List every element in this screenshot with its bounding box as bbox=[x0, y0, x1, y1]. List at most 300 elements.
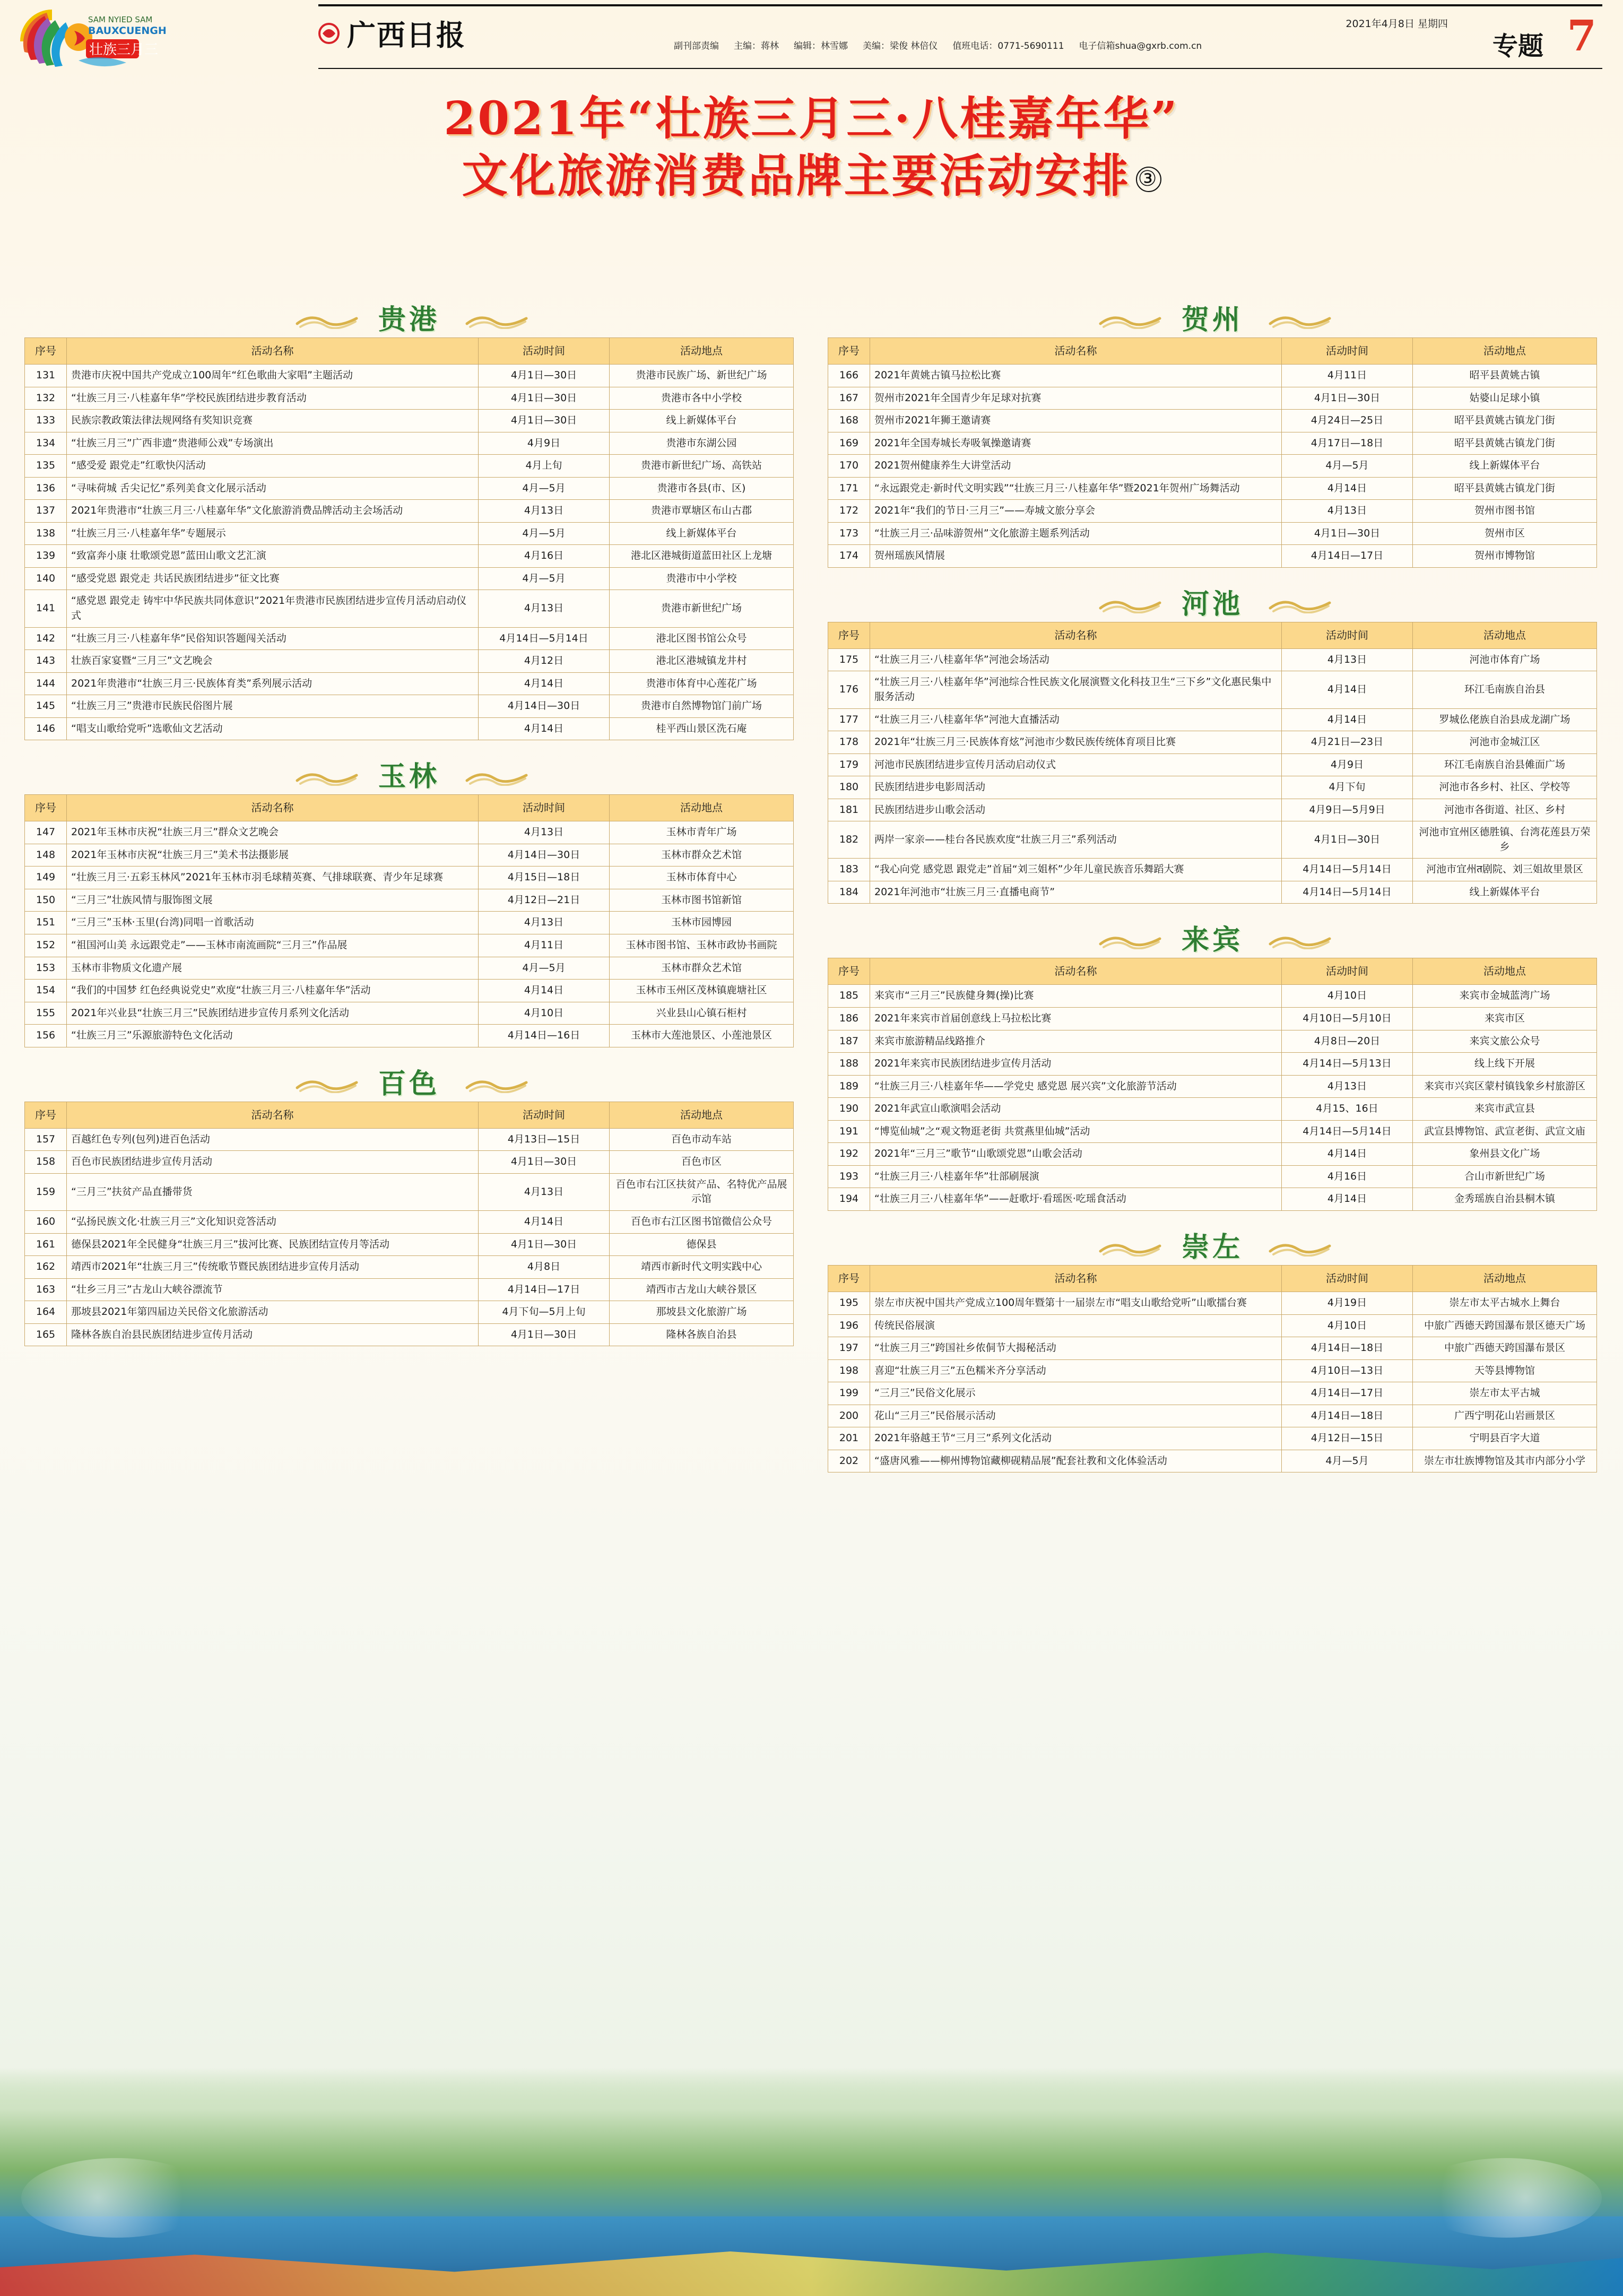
credit-5: 电子信箱shua@gxrb.com.cn bbox=[1079, 41, 1202, 51]
row-activity-name: 2021年玉林市庆祝“壮族三月三”美术书法摄影展 bbox=[67, 844, 479, 867]
row-activity-time: 4月1日—30日 bbox=[1282, 522, 1413, 545]
row-index: 183 bbox=[828, 859, 870, 881]
ornament-icon bbox=[1268, 311, 1332, 329]
row-activity-time: 4月17日—18日 bbox=[1282, 432, 1413, 455]
ornament-icon bbox=[465, 311, 528, 329]
row-index: 186 bbox=[828, 1008, 870, 1030]
row-activity-time: 4月14日 bbox=[1282, 1143, 1413, 1166]
row-activity-time: 4月14日—30日 bbox=[479, 844, 610, 867]
paper-nameplate bbox=[318, 13, 466, 54]
row-index: 181 bbox=[828, 799, 870, 821]
col-header-index: 序号 bbox=[828, 958, 870, 985]
row-activity-name: “致富奔小康 壮歌颂党恩”蓝田山歌文艺汇演 bbox=[67, 545, 479, 568]
col-header-index: 序号 bbox=[25, 338, 67, 365]
row-activity-name: 2021年全国寿城长寿吸氧操邀请赛 bbox=[870, 432, 1282, 455]
activity-table bbox=[828, 622, 1597, 904]
row-activity-place: 姑婆山足球小镇 bbox=[1413, 387, 1597, 410]
row-activity-place: 贵港市各中小学校 bbox=[610, 387, 794, 410]
row-activity-time: 4月1日—30日 bbox=[479, 387, 610, 410]
table-row bbox=[25, 1233, 794, 1256]
activity-table bbox=[24, 337, 794, 740]
right-column bbox=[828, 297, 1597, 1486]
row-activity-time: 4月14日 bbox=[479, 672, 610, 695]
row-index: 140 bbox=[25, 567, 67, 590]
row-activity-place: 天等县博物馆 bbox=[1413, 1359, 1597, 1382]
row-activity-name: 民族团结进步山歌会活动 bbox=[870, 799, 1282, 821]
row-index: 148 bbox=[25, 844, 67, 867]
row-index: 152 bbox=[25, 934, 67, 957]
row-index: 190 bbox=[828, 1098, 870, 1121]
row-activity-name: “壮族三月三·品味游贺州”文化旅游主题系列活动 bbox=[870, 522, 1282, 545]
table-row bbox=[25, 717, 794, 740]
table-header-row bbox=[828, 622, 1597, 648]
col-header-name: 活动名称 bbox=[67, 1102, 479, 1128]
row-activity-name: 贺州市2021年全国青少年足球对抗赛 bbox=[870, 387, 1282, 410]
row-activity-name: “三月三”扶贫产品直播带货 bbox=[67, 1173, 479, 1210]
row-activity-place: 靖西市新时代文明实践中心 bbox=[610, 1256, 794, 1279]
row-index: 160 bbox=[25, 1210, 67, 1233]
row-activity-time: 4月14日—5月14日 bbox=[1282, 1120, 1413, 1143]
row-activity-place: 崇左市壮族博物馆及其市内部分小学 bbox=[1413, 1450, 1597, 1472]
row-activity-time: 4月14日—16日 bbox=[479, 1025, 610, 1047]
svg-text:SAM NYIED SAM: SAM NYIED SAM bbox=[88, 15, 153, 24]
table-row bbox=[828, 1053, 1597, 1076]
row-index: 159 bbox=[25, 1173, 67, 1210]
row-activity-name: 传统民俗展演 bbox=[870, 1314, 1282, 1337]
section-header bbox=[828, 1225, 1597, 1265]
row-activity-name: 2021贺州健康养生大讲堂活动 bbox=[870, 455, 1282, 478]
row-activity-place: 贺州市图书馆 bbox=[1413, 500, 1597, 523]
table-row bbox=[828, 432, 1597, 455]
row-activity-name: “壮族三月三·八桂嘉年华”——赶歌圩·看瑶医·吃瑶食活动 bbox=[870, 1188, 1282, 1211]
masthead-credits bbox=[674, 38, 1202, 51]
row-activity-time: 4月13日 bbox=[479, 500, 610, 523]
row-activity-name: 2021年“我们的节日·三月三”——寿城文旅分享会 bbox=[870, 500, 1282, 523]
table-row bbox=[828, 387, 1597, 410]
table-row bbox=[25, 365, 794, 387]
row-activity-time: 4月13日 bbox=[479, 1173, 610, 1210]
table-row bbox=[828, 455, 1597, 478]
row-activity-time: 4月14日 bbox=[1282, 1188, 1413, 1211]
cloud-right-decoration bbox=[1411, 2158, 1602, 2238]
row-index: 166 bbox=[828, 365, 870, 387]
row-activity-time: 4月14日 bbox=[1282, 477, 1413, 500]
row-index: 156 bbox=[25, 1025, 67, 1047]
row-activity-place: 玉林市玉州区茂林镇鹿塘社区 bbox=[610, 980, 794, 1002]
row-activity-time: 4月14日—17日 bbox=[1282, 545, 1413, 568]
activity-table bbox=[24, 794, 794, 1047]
row-activity-time: 4月1日—30日 bbox=[479, 1151, 610, 1174]
row-activity-name: 崇左市庆祝中国共产党成立100周年暨第十一届崇左市“唱支山歌给党听”山歌擂台赛 bbox=[870, 1292, 1282, 1314]
row-activity-name: 靖西市2021年“壮族三月三”传统歌节暨民族团结进步宣传月活动 bbox=[67, 1256, 479, 1279]
page-number: 7 bbox=[1567, 11, 1596, 60]
row-activity-place: 线上新媒体平台 bbox=[610, 410, 794, 432]
row-activity-name: 贺州市2021年狮王邀请赛 bbox=[870, 410, 1282, 432]
table-row bbox=[25, 957, 794, 980]
section-title: 百色 bbox=[378, 1067, 440, 1100]
table-header-row bbox=[828, 958, 1597, 985]
row-index: 167 bbox=[828, 387, 870, 410]
cloud-left-decoration bbox=[21, 2158, 212, 2238]
row-activity-name: “壮族三月三”贵港市民族民俗图片展 bbox=[67, 695, 479, 718]
row-activity-time: 4月21日—23日 bbox=[1282, 731, 1413, 754]
ornament-icon bbox=[295, 768, 359, 786]
row-index: 188 bbox=[828, 1053, 870, 1076]
section-玉林 bbox=[24, 754, 794, 1047]
table-row bbox=[828, 776, 1597, 799]
page-title-line2-text: 文化旅游消费品牌主要活动安排 bbox=[462, 149, 1131, 203]
col-header-name: 活动名称 bbox=[870, 1265, 1282, 1292]
table-row bbox=[828, 985, 1597, 1008]
row-activity-name: 百色市民族团结进步宣传月活动 bbox=[67, 1151, 479, 1174]
ornament-icon bbox=[465, 768, 528, 786]
row-index: 145 bbox=[25, 695, 67, 718]
table-row bbox=[828, 1292, 1597, 1314]
col-header-index: 序号 bbox=[828, 1265, 870, 1292]
row-activity-name: “盛唐风雅——柳州博物馆藏柳砚精品展”配套社教和文化体验活动 bbox=[870, 1450, 1282, 1472]
row-activity-time: 4月8日—20日 bbox=[1282, 1030, 1413, 1053]
section-label: 专题 bbox=[1492, 31, 1543, 61]
col-header-place: 活动地点 bbox=[1413, 1265, 1597, 1292]
row-activity-time: 4月15日—18日 bbox=[479, 867, 610, 889]
svg-text:壮族三月三: 壮族三月三 bbox=[89, 42, 159, 58]
row-activity-time: 4月10日 bbox=[479, 1002, 610, 1025]
ornament-icon bbox=[465, 1075, 528, 1093]
row-activity-place: 崇左市太平古城水上舞台 bbox=[1413, 1292, 1597, 1314]
row-activity-place: 百色市动车站 bbox=[610, 1128, 794, 1151]
row-activity-name: 2021年来宾市首届创意线上马拉松比赛 bbox=[870, 1008, 1282, 1030]
row-activity-name: “壮乡三月三”古龙山大峡谷漂流节 bbox=[67, 1278, 479, 1301]
row-activity-time: 4月10日 bbox=[1282, 1314, 1413, 1337]
table-row bbox=[828, 477, 1597, 500]
table-row bbox=[828, 1120, 1597, 1143]
row-activity-name: “壮族三月三·八桂嘉年华”民俗知识答题闯关活动 bbox=[67, 627, 479, 650]
row-activity-time: 4月14日—5月14日 bbox=[1282, 859, 1413, 881]
row-index: 202 bbox=[828, 1450, 870, 1472]
row-activity-name: 来宾市“三月三”民族健身舞(操)比赛 bbox=[870, 985, 1282, 1008]
table-row bbox=[828, 522, 1597, 545]
row-activity-time: 4月10日—5月10日 bbox=[1282, 1008, 1413, 1030]
row-index: 158 bbox=[25, 1151, 67, 1174]
row-index: 142 bbox=[25, 627, 67, 650]
row-index: 134 bbox=[25, 432, 67, 455]
col-header-time: 活动时间 bbox=[1282, 622, 1413, 648]
row-index: 165 bbox=[25, 1323, 67, 1346]
row-activity-name: 民族团结进步电影周活动 bbox=[870, 776, 1282, 799]
row-activity-name: “祖国河山美 永远跟党走”——玉林市南流画院“三月三”作品展 bbox=[67, 934, 479, 957]
row-activity-time: 4月1日—30日 bbox=[1282, 821, 1413, 859]
row-activity-place: 来宾市兴宾区蒙村镇钱象乡村旅游区 bbox=[1413, 1075, 1597, 1098]
table-row bbox=[828, 1188, 1597, 1211]
row-index: 192 bbox=[828, 1143, 870, 1166]
ornament-icon bbox=[1268, 1238, 1332, 1257]
table-row bbox=[828, 1165, 1597, 1188]
row-index: 175 bbox=[828, 648, 870, 671]
row-index: 171 bbox=[828, 477, 870, 500]
table-header-row bbox=[828, 1265, 1597, 1292]
row-activity-time: 4月9日—5月9日 bbox=[1282, 799, 1413, 821]
row-activity-time: 4月上旬 bbox=[479, 455, 610, 478]
svg-text:BAUXCUENGH: BAUXCUENGH bbox=[88, 25, 167, 37]
row-activity-name: “三月三”玉林·玉里(台湾)同唱一首歌活动 bbox=[67, 912, 479, 934]
table-row bbox=[828, 648, 1597, 671]
row-activity-place: 贵港市民族广场、新世纪广场 bbox=[610, 365, 794, 387]
section-title: 贺州 bbox=[1181, 304, 1244, 336]
section-贵港 bbox=[24, 297, 794, 740]
col-header-name: 活动名称 bbox=[67, 795, 479, 821]
row-activity-place: 港北区港城镇龙井村 bbox=[610, 650, 794, 673]
row-activity-time: 4月—5月 bbox=[1282, 455, 1413, 478]
row-activity-time: 4月12日 bbox=[479, 650, 610, 673]
row-index: 154 bbox=[25, 980, 67, 1002]
section-header bbox=[24, 297, 794, 337]
row-activity-name: 民族宗教政策法律法规网络有奖知识竞赛 bbox=[67, 410, 479, 432]
section-崇左 bbox=[828, 1225, 1597, 1472]
col-header-index: 序号 bbox=[828, 338, 870, 365]
table-row bbox=[25, 1002, 794, 1025]
row-activity-name: 贺州瑶族风情展 bbox=[870, 545, 1282, 568]
table-row bbox=[25, 695, 794, 718]
table-row bbox=[828, 1075, 1597, 1098]
row-activity-name: “壮族三月三·八桂嘉年华”专题展示 bbox=[67, 522, 479, 545]
row-activity-name: “壮族三月三·八桂嘉年华”河池会场活动 bbox=[870, 648, 1282, 671]
row-activity-time: 4月14日—18日 bbox=[1282, 1405, 1413, 1427]
row-activity-place: 中旅广西德天跨国瀑布景区德天广场 bbox=[1413, 1314, 1597, 1337]
col-header-index: 序号 bbox=[25, 1102, 67, 1128]
row-activity-place: 贵港市东湖公园 bbox=[610, 432, 794, 455]
row-activity-place: 玉林市图书馆、玉林市政协书画院 bbox=[610, 934, 794, 957]
col-header-time: 活动时间 bbox=[479, 1102, 610, 1128]
row-activity-time: 4月14日 bbox=[1282, 708, 1413, 731]
row-activity-place: 河池市宜州区德胜镇、台湾花莲县万荣乡 bbox=[1413, 821, 1597, 859]
row-index: 169 bbox=[828, 432, 870, 455]
row-activity-name: “我们的中国梦 红色经典说党史”欢度“壮族三月三·八桂嘉年华”活动 bbox=[67, 980, 479, 1002]
row-activity-name: 喜迎“壮族三月三”五色糯米齐分享活动 bbox=[870, 1359, 1282, 1382]
row-index: 162 bbox=[25, 1256, 67, 1279]
row-index: 197 bbox=[828, 1337, 870, 1360]
row-activity-place: 港北区图书馆公众号 bbox=[610, 627, 794, 650]
row-index: 133 bbox=[25, 410, 67, 432]
row-activity-name: “唱支山歌给党听”选歌仙文艺活动 bbox=[67, 717, 479, 740]
ornament-icon bbox=[295, 1075, 359, 1093]
row-activity-time: 4月10日—13日 bbox=[1282, 1359, 1413, 1382]
section-来宾 bbox=[828, 917, 1597, 1210]
row-activity-time: 4月14日—5月14日 bbox=[479, 627, 610, 650]
ornament-icon bbox=[1268, 595, 1332, 613]
row-activity-time: 4月下旬 bbox=[1282, 776, 1413, 799]
row-activity-place: 中旅广西德天跨国瀑布景区 bbox=[1413, 1337, 1597, 1360]
section-header bbox=[828, 582, 1597, 622]
table-row bbox=[25, 1128, 794, 1151]
masthead-top-rule bbox=[318, 4, 1602, 6]
row-activity-place: 玉林市大莲池景区、小莲池景区 bbox=[610, 1025, 794, 1047]
row-activity-time: 4月1日—30日 bbox=[479, 1323, 610, 1346]
row-index: 182 bbox=[828, 821, 870, 859]
table-row bbox=[828, 859, 1597, 881]
row-activity-name: 那坡县2021年第四届边关民俗文化旅游活动 bbox=[67, 1301, 479, 1324]
row-activity-place: 河池市金城江区 bbox=[1413, 731, 1597, 754]
row-activity-time: 4月24日—25日 bbox=[1282, 410, 1413, 432]
credit-0: 副刊部责编 bbox=[674, 41, 719, 51]
row-activity-place: 隆林各族自治县 bbox=[610, 1323, 794, 1346]
row-activity-place: 崇左市太平古城 bbox=[1413, 1382, 1597, 1405]
row-activity-place: 兴业县山心镇石柜村 bbox=[610, 1002, 794, 1025]
row-index: 131 bbox=[25, 365, 67, 387]
row-activity-time: 4月10日 bbox=[1282, 985, 1413, 1008]
row-activity-name: “壮族三月三·八桂嘉年华”河池综合性民族文化展演暨文化科技卫生“三下乡”文化惠民集中服务活动 bbox=[870, 671, 1282, 708]
col-header-time: 活动时间 bbox=[1282, 1265, 1413, 1292]
table-row bbox=[25, 567, 794, 590]
ornament-icon bbox=[1098, 931, 1162, 949]
credit-2: 编辑：林雪娜 bbox=[794, 41, 848, 51]
row-activity-name: 2021年贵港市“壮族三月三·八桂嘉年华”文化旅游消费品牌活动主会场活动 bbox=[67, 500, 479, 523]
row-activity-time: 4月14日—17日 bbox=[479, 1278, 610, 1301]
row-index: 137 bbox=[25, 500, 67, 523]
table-row bbox=[25, 500, 794, 523]
row-activity-name: “我心向党 感党恩 跟党走”首届“刘三姐杯”少年儿童民族音乐舞蹈大赛 bbox=[870, 859, 1282, 881]
masthead bbox=[0, 0, 1623, 80]
row-activity-place: 玉林市体育中心 bbox=[610, 867, 794, 889]
row-activity-name: 2021年来宾市民族团结进步宣传月活动 bbox=[870, 1053, 1282, 1076]
table-row bbox=[25, 1278, 794, 1301]
section-title: 崇左 bbox=[1181, 1231, 1244, 1263]
row-activity-name: “博览仙城”之“观文物逛老街 共赏燕里仙城”活动 bbox=[870, 1120, 1282, 1143]
row-index: 200 bbox=[828, 1405, 870, 1427]
row-activity-place: 来宾文旅公众号 bbox=[1413, 1030, 1597, 1053]
row-index: 187 bbox=[828, 1030, 870, 1053]
masthead-bottom-rule bbox=[318, 68, 1602, 69]
row-activity-time: 4月—5月 bbox=[1282, 1450, 1413, 1472]
festival-logo bbox=[15, 4, 190, 79]
row-activity-time: 4月—5月 bbox=[479, 522, 610, 545]
row-activity-name: “感受爱 跟党走”红歌快闪活动 bbox=[67, 455, 479, 478]
row-activity-place: 百色市右江区扶贫产品、名特优产品展示馆 bbox=[610, 1173, 794, 1210]
table-row bbox=[828, 1359, 1597, 1382]
row-index: 177 bbox=[828, 708, 870, 731]
row-activity-place: 贺州市区 bbox=[1413, 522, 1597, 545]
row-activity-place: 昭平县黄姚古镇龙门街 bbox=[1413, 432, 1597, 455]
row-activity-time: 4月—5月 bbox=[479, 567, 610, 590]
row-activity-time: 4月1日—30日 bbox=[1282, 387, 1413, 410]
row-activity-name: 来宾市旅游精品线路推介 bbox=[870, 1030, 1282, 1053]
section-header bbox=[24, 1061, 794, 1102]
col-header-name: 活动名称 bbox=[67, 338, 479, 365]
row-index: 195 bbox=[828, 1292, 870, 1314]
row-activity-name: “壮族三月三·五彩玉林风”2021年玉林市羽毛球精英赛、气排球联赛、青少年足球赛 bbox=[67, 867, 479, 889]
row-index: 147 bbox=[25, 821, 67, 844]
row-activity-time: 4月13日 bbox=[479, 912, 610, 934]
table-row bbox=[828, 500, 1597, 523]
row-index: 138 bbox=[25, 522, 67, 545]
table-row bbox=[828, 1030, 1597, 1053]
row-index: 201 bbox=[828, 1427, 870, 1450]
row-activity-name: “壮族三月三·八桂嘉年华”壮部刷展演 bbox=[870, 1165, 1282, 1188]
row-activity-name: “三月三”民俗文化展示 bbox=[870, 1382, 1282, 1405]
table-row bbox=[25, 387, 794, 410]
row-index: 172 bbox=[828, 500, 870, 523]
row-index: 179 bbox=[828, 753, 870, 776]
row-activity-place: 贺州市博物馆 bbox=[1413, 545, 1597, 568]
table-row bbox=[828, 671, 1597, 708]
col-header-time: 活动时间 bbox=[1282, 958, 1413, 985]
col-header-place: 活动地点 bbox=[610, 1102, 794, 1128]
row-activity-name: “壮族三月三”乐源旅游特色文化活动 bbox=[67, 1025, 479, 1047]
row-activity-time: 4月12日—15日 bbox=[1282, 1427, 1413, 1450]
activity-table bbox=[828, 1265, 1597, 1472]
paper-title: 广西日报 bbox=[347, 18, 466, 52]
table-row bbox=[25, 912, 794, 934]
table-row bbox=[25, 522, 794, 545]
section-title: 玉林 bbox=[378, 760, 440, 793]
row-activity-place: 德保县 bbox=[610, 1233, 794, 1256]
row-activity-name: “寻味荷城 舌尖记忆”系列美食文化展示活动 bbox=[67, 477, 479, 500]
table-row bbox=[828, 821, 1597, 859]
row-index: 170 bbox=[828, 455, 870, 478]
row-activity-place: 玉林市群众艺术馆 bbox=[610, 844, 794, 867]
row-activity-time: 4月13日 bbox=[479, 821, 610, 844]
row-activity-place: 河池市各乡村、社区、学校等 bbox=[1413, 776, 1597, 799]
section-河池 bbox=[828, 582, 1597, 904]
page-title-part-number: ③ bbox=[1136, 167, 1161, 192]
row-activity-time: 4月16日 bbox=[1282, 1165, 1413, 1188]
row-index: 139 bbox=[25, 545, 67, 568]
row-activity-place: 玉林市青年广场 bbox=[610, 821, 794, 844]
row-activity-place: 来宾市金城蓝湾广场 bbox=[1413, 985, 1597, 1008]
row-activity-time: 4月11日 bbox=[1282, 365, 1413, 387]
section-title: 来宾 bbox=[1181, 924, 1244, 957]
row-activity-name: 德保县2021年全民健身“壮族三月三”拔河比赛、民族团结宣传月等活动 bbox=[67, 1233, 479, 1256]
row-activity-place: 桂平西山景区洗石庵 bbox=[610, 717, 794, 740]
row-index: 141 bbox=[25, 590, 67, 627]
row-activity-name: 隆林各族自治县民族团结进步宣传月活动 bbox=[67, 1323, 479, 1346]
row-activity-time: 4月1日—30日 bbox=[479, 410, 610, 432]
table-row bbox=[25, 455, 794, 478]
row-activity-place: 宁明县百字大道 bbox=[1413, 1427, 1597, 1450]
row-activity-place: 线上新媒体平台 bbox=[610, 522, 794, 545]
col-header-name: 活动名称 bbox=[870, 338, 1282, 365]
table-row bbox=[25, 1025, 794, 1047]
row-activity-time: 4月14日—17日 bbox=[1282, 1382, 1413, 1405]
row-activity-place: 贵港市自然博物馆门前广场 bbox=[610, 695, 794, 718]
table-row bbox=[25, 1256, 794, 1279]
row-activity-time: 4月13日 bbox=[479, 590, 610, 627]
table-row bbox=[25, 934, 794, 957]
col-header-place: 活动地点 bbox=[1413, 622, 1597, 648]
table-row bbox=[828, 545, 1597, 568]
row-activity-name: 河池市民族团结进步宣传月活动启动仪式 bbox=[870, 753, 1282, 776]
row-activity-time: 4月11日 bbox=[479, 934, 610, 957]
row-index: 161 bbox=[25, 1233, 67, 1256]
row-activity-place: 罗城仫佬族自治县成龙湖广场 bbox=[1413, 708, 1597, 731]
col-header-time: 活动时间 bbox=[1282, 338, 1413, 365]
ornament-icon bbox=[1098, 311, 1162, 329]
row-index: 176 bbox=[828, 671, 870, 708]
row-activity-place: 靖西市古龙山大峡谷景区 bbox=[610, 1278, 794, 1301]
section-贺州 bbox=[828, 297, 1597, 568]
row-index: 199 bbox=[828, 1382, 870, 1405]
section-title: 河池 bbox=[1181, 587, 1244, 620]
table-header-row bbox=[25, 1102, 794, 1128]
row-activity-place: 昭平县黄姚古镇龙门街 bbox=[1413, 410, 1597, 432]
row-activity-place: 武宣县博物馆、武宣老街、武宣文庙 bbox=[1413, 1120, 1597, 1143]
row-index: 132 bbox=[25, 387, 67, 410]
row-activity-time: 4月13日 bbox=[1282, 500, 1413, 523]
table-row bbox=[25, 590, 794, 627]
table-row bbox=[25, 867, 794, 889]
row-index: 185 bbox=[828, 985, 870, 1008]
col-header-place: 活动地点 bbox=[1413, 958, 1597, 985]
row-activity-name: 花山“三月三”民俗展示活动 bbox=[870, 1405, 1282, 1427]
